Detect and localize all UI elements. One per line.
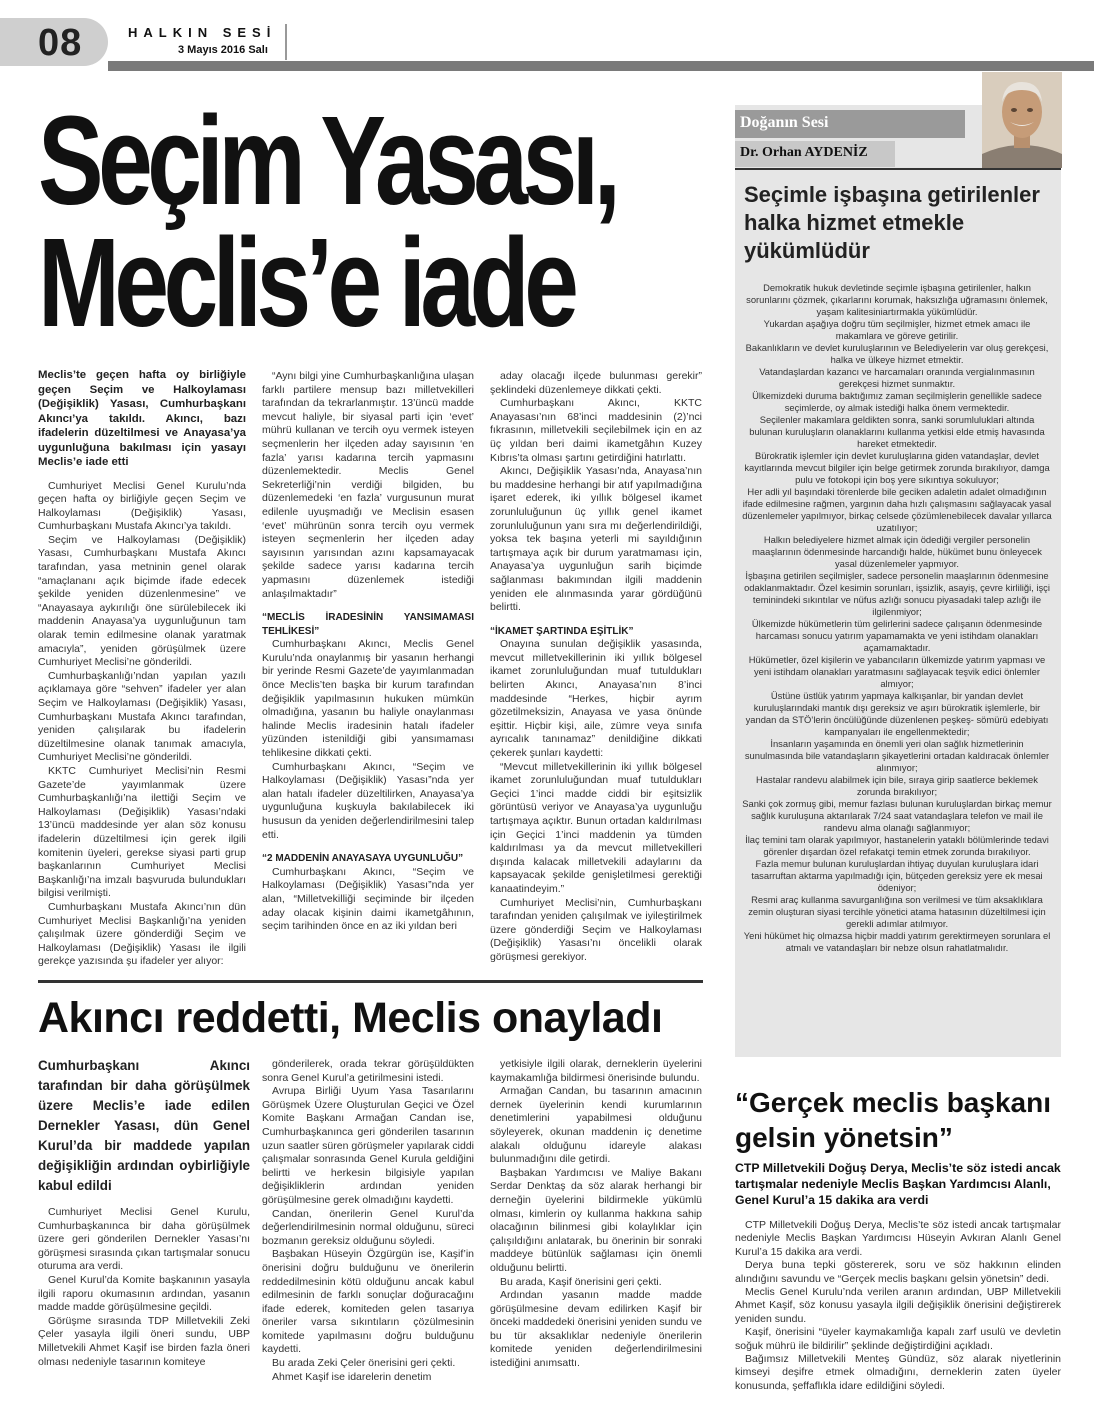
- issue-date: 3 Mayıs 2016 Salı: [178, 44, 268, 56]
- paragraph: Cumhuriyet Meclisi Genel Kurulu’nda geçen hafta oy birliğiyle geçen Seçim ve Halkoylaması (Değişiklik) Yasası, Cumhurbaşkanı Mustafa Akıncı’ya takıldı.: [38, 479, 246, 533]
- paragraph: “Aynı bilgi yine Cumhurbaşkanlığına ulaşan farklı partilere mensup bazı milletvekilleri tarafından da tekrarlanmıştır. 13’üncü madde mevcut haliyle, bir siyasal parti için ‘evet’ mührü kullanan ve tercih oyu vermek isteyen seçmenlerin her ilçeden aday sayısının ‘en fazla’ yarısı kadarına tercih yapmasını düzenlemektedir. Meclis Genel Sekreterliği’nin verdiği bilgiden, bu düzenlemedeki ‘en fazla’ vurgusunun murat edilenle uyuşmadığı ve Meclisin esasen ‘evet’ mührünün sonra tercih oyu vermek isteyen seçmenlerin her ilçeden aday sayısının yarısından azını kapsamayacak şekilde sadece yarısı kadarına tercih yapmasını düzenlemek istediği anlaşılmaktadır”: [262, 370, 474, 600]
- paragraph: CTP Milletvekili Doğuş Derya, Meclis’te söz istedi ancak tartışmalar nedeniyle Meclis Başkan Yardımcısı Hüseyin Avkıran Alanlı Genel Kurul’a 15 dakika ara verdi.: [735, 1219, 1061, 1258]
- paragraph: Yeni hükümet hiç olmazsa hiçbir maddi yatırım gerektirmeyen sorunlara el atmalı ve vatandaşları bir nebze olsun rahatlatmalıdır.: [743, 930, 1051, 953]
- story2-column-1: [38, 1056, 250, 1369]
- paragraph: Cumhurbaşkanı Akıncı, Meclis Genel Kurulu’nda onaylanmış bir yasanın herhangi bir yerinde Resmi Gazete’de yayımlanmadan önce Meclis’ten başka bir kurum tarafından değişiklik yapılmasının hukuken mümkün olmadığına, yasanın bu haliyle onaylanması halinde Meclis iradesinin hatalı ifadeler yüzünden istenildiği gibi yansımaması tehlikesine dikkati çekti.: [262, 638, 474, 760]
- subheading-anayasaya-uygunluk: “2 MADDENİN ANAYASAYA UYGUNLUĞU”: [262, 853, 464, 865]
- paragraph: Görüşme sırasında TDP Milletvekili Zeki Çeler yasayla ilgili öneri sundu, UBP Milletvekili Ahmet Kaşif ise birden fazla öneri olması nedeniyle tasarının komiteye: [38, 1314, 250, 1368]
- paragraph: Bakanlıkların ve devlet kuruluşlarının ve Belediyelerin var oluş gerekçesi, halka ve ülkeye hizmet etmektir.: [745, 342, 1049, 365]
- paragraph: İnsanların yaşamında en önemli yeri olan sağlık hizmetlerinin sunulmasında bile vatandaşların şikayetlerini ortadan kaldıracak önlemler alınmıyor;: [744, 738, 1050, 773]
- paragraph: Ülkemizde hükümetlerin tüm gelirlerini sadece çalışanın ödenmesinde harcaması sonucu yatırım yapamamakta ve yeni istihdam olanakları açamamaktadır.: [751, 618, 1043, 653]
- paragraph: Kaşif, önerisini “üyeler kaymakamlığa kapalı zarf usulü ve devletin soğuk mührü ile bildirilir” şeklinde değiştirdiğini açıkladı.: [735, 1326, 1061, 1352]
- publication-name: HALKIN SESİ: [128, 25, 277, 40]
- story2-lead: Cumhurbaşkanı Akıncı tarafından bir daha görüşülmek üzere Meclis’e iade edilen Dernekler Yasası, dün Genel Kurul’da bir maddede yapılan değişikliğin ardından oybirliğiyle kabul edildi: [38, 1058, 250, 1193]
- header-rule: [108, 61, 1094, 71]
- column-author: Dr. Orhan AYDENİZ: [740, 145, 868, 160]
- paragraph: Üstüne üstlük yatırım yapmaya kalkışanlar, bir yandan devlet kuruluşlarındaki mantık dışı gereksiz ve aşırı bürokratik işlemlerle, bir yandan da STÖ’lerin öncülüğünde düzenlenen peşkeş- sömürü edebiyatı kampanyaları ile engellenmektedir;: [745, 690, 1049, 737]
- paragraph: Resmi araç kullanma savurganlığına son verilmesi ve tüm aksaklıklara zemin oluşturan siyasi tercihle yönetici atama hatasının düzeltilmesi için gerekli adımlar atılmıyor.: [748, 894, 1046, 929]
- paragraph: Fazla memur bulunan kuruluşlardan ihtiyaç duyulan kuruluşlara idari tasarruftan aktarma yapılmadığı için, bütçeden gereksiz yere ek mesai ödeniyor;: [751, 858, 1043, 893]
- paragraph: aday olacağı ilçede bulunması gerekir” şeklindeki düzenlemeye dikkati çekti.: [490, 370, 702, 396]
- paragraph: Akıncı, Değişiklik Yasası’nda, Anayasa’nın bu maddesine herhangi bir atıf yapılmadığına işaret ederek, iki yıllık bölgesel ikamet zorunluluğunun üç yıllık genel ikamet zorunluluğunun yanı sıra mı değerlendirildiği, yoksa tek başına yeterli mi sayıldığının tartışmaya açık bir durum yaratmaması için, Anayasa’ya uygunluğun sarih biçimde sağlanması bakımından ilgili maddenin yeniden ele alınmasında yarar gördüğünü belirtti.: [490, 465, 702, 614]
- paragraph: Ülkemizdeki duruma baktığımız zaman seçilmişlerin genellikle sadece seçimlerde, oy almak istediği halka önem vermektedir.: [752, 390, 1042, 413]
- column-headline: Seçimle işbaşına getirilenler halka hizmet etmekle yükümlüdür: [744, 182, 1040, 263]
- main-headline-line1: Seçim Yasası,: [38, 90, 616, 231]
- paragraph: Bu arada Zeki Çeler önerisini geri çekti.: [272, 1357, 456, 1370]
- main-headline: [38, 90, 616, 353]
- story3-body: [735, 1219, 1061, 1393]
- paragraph: Derya buna tepki göstererek, soru ve söz hakkının elinden alındığını savundu ve “Gerçek meclis başkanı gelsin yönetsin” dedi.: [735, 1259, 1061, 1285]
- paragraph: Bürokratik işlemler için devlet kuruluşlarına giden vatandaşlar, devlet kayıtlarında mevcut bilgiler için belge getirmek zorunda bırakılıyor, damga pulu ve fotokopi için boş yere sıkıntıya sokuluyor;: [744, 450, 1050, 485]
- paragraph: “Mevcut milletvekillerinin iki yıllık bölgesel ikamet zorunluluğundan muaf tutuldukları Geçici 1’inci madde ciddi bir eşitsizlik görüntüsü veriyor ve Anayasa’ya uygunluğu tartışmaya açıktır. Bunun ortadan kaldırılması için Geçici 1’inci maddenin ya tümden kaldırılması ya da mevcut milletvekilleri dışında kalacak milletvekili adaylarını da kapsayacak şekilde genişletilmesi gerektiği kanaatindeyim.”: [490, 760, 702, 895]
- column-body: [742, 282, 1052, 954]
- column-rule: [735, 168, 1061, 170]
- paragraph: Cumhuriyet Meclisi Genel Kurulu, Cumhurbaşkanınca bir daha görüşülmek üzere geri gönderilen Dernekler Yasası’nı görüşmesi sırasında çıkan tartışmalar sonucu oturuma ara verdi.: [38, 1206, 250, 1273]
- story3-lead: CTP Milletvekili Doğuş Derya, Meclis’te söz istedi ancak tartışmalar nedeniyle Meclis Başkan Yardımcısı Alanlı, Genel Kurul’a 15 dakika ara verdi: [735, 1161, 1061, 1207]
- main-story-column-3: [490, 370, 702, 965]
- subheading-meclis-iradesi: “MECLİS İRADESİNİN YANSIMAMASI TEHLİKESİ”: [262, 612, 474, 637]
- paragraph: Hükümetler, özel kişilerin ve yabancıların ülkemizde yatırım yapması ve yeni istihdam olanakları yaratmasını sağlayacak teşvik edici önlemler almıyor;: [748, 654, 1046, 689]
- paragraph: İlaç temini tam olarak yapılmıyor, hastanelerin yataklı bölümlerinde tedavi görenler dışardan özel refakatçi temin etmek zorunda bırakılıyor.: [745, 834, 1049, 857]
- paragraph: Avrupa Birliği Uyum Yasa Tasarılarını Görüşmek Üzere Oluşturulan Geçici ve Özel Komite Başkanı Armağan Candan ise, Cumhurbaşkanınca geri gönderilen tasarının uzun saatler süren görüşmeler yapılarak ciddi çalışmalar sonrasında Genel Kurula geldiğini belirtti ve herkesin bilgisiyle yapılan değişikliklerin ardından yeniden görüşülmesine gerek olmadığını kaydetti.: [262, 1085, 474, 1206]
- paragraph: Her adli yıl başındaki törenlerde bile geciken adaletin adalet olmadığının ifade edilmesine rağmen, yargının daha hızlı çalışmasını sağlayacak yasal düzenlemeler yapılmıyor, birkaç celsede çözümlenebilecek davalar yıllarca uzatılıyor;: [742, 486, 1052, 533]
- paragraph: Ardından yasanın madde madde görüşülmesine devam edilirken Kaşif bir önceki maddedeki önerisini yeniden sundu ve bu tür aksaklıklar nedeniyle önerilerin komitede yeniden değerlendirilmesini istediğini anımsattı.: [490, 1289, 702, 1370]
- subheading-ikamet-sarti: “İKAMET ŞARTINDA EŞİTLİK”: [490, 625, 634, 637]
- paragraph: Armağan Candan, bu tasarının amacının dernek üyelerinin kendi kurumlarının denetimlerini yapabilmesi olduğunu söyleyerek, okunan maddenin iç denetime alakalı olduğunu idareyle alakası bulunmadığını dile getirdi.: [490, 1085, 702, 1166]
- paragraph: Yukardan aşağıya doğru tüm seçilmişler, hizmet etmek amacı ile makamlara ve göreve getirilir.: [763, 318, 1031, 341]
- portrait-photo: [982, 72, 1062, 168]
- paragraph: İşbaşına getirilen seçilmişler, sadece personelin maaşlarının ödenmesine odaklanmaktadır. Özel kesimin sorunları, işsizlik, asayiş, çevre kirliliği, işçi teminindeki sıkıntılar ve nüfus azlığı sonucu piyasadaki talep azlığı ile ilgilenmiyor;: [744, 570, 1050, 617]
- header-divider: [285, 24, 287, 60]
- story2-headline: Akıncı reddetti, Meclis onayladı: [38, 994, 663, 1042]
- paragraph: Cumhurbaşkanı Akıncı, KKTC Anayasası’nın 68’inci maddesinin (2)’nci fıkrasının, milletvekili seçilebilmek için en az üç yıldan beri daimi ikametgâhın Kuzey Kıbrıs’ta olması şartını getirdiğini hatırlattı.: [490, 397, 702, 464]
- column-section-title: Doğanın Sesi: [740, 114, 829, 131]
- paragraph: gönderilerek, orada tekrar görüşüldükten sonra Genel Kurul’a getirilmesini istedi.: [262, 1058, 474, 1084]
- paragraph: Candan, önerilerin Genel Kurul’da değerlendirilmesinin normal olduğunu, süreci bozmanın gereksiz olduğunu söyledi.: [262, 1207, 474, 1247]
- paragraph: Ahmet Kaşif ise idarelerin denetim: [272, 1370, 432, 1383]
- paragraph: Cumhurbaşkanlığı’ndan yapılan yazılı açıklamaya göre “sehven” ifadeler yer alan Seçim ve Halkoylaması (Değişiklik) Yasası, Cumhurbaşkanı Mustafa Akıncı tarafından, yeniden çalışılarak bu ifadelerin düzeltilmesine olanak tanımak amacıyla, Cumhuriyet Meclisi’ne gönderildi.: [38, 669, 246, 764]
- paragraph: Vatandaşlardan kazancı ve harcamaları oranında vergialınmasının gerekçesi hizmet sunmaktır.: [759, 366, 1035, 389]
- main-story-lead: Meclis’te geçen hafta oy birliğiyle geçen Seçim ve Halkoylaması (Değişiklik) Yasası, Cumhurbaşkanı Akıncı’ya takıldı. Akıncı, bazı ifadelerin düzeltilmesi ve Anayasa’ya uygunluğuna bakılması için yasayı Meclis’e iade etti: [38, 369, 246, 468]
- paragraph: Başbakan Yardımcısı ve Maliye Bakanı Serdar Denktaş da söz alarak herhangi bir derneğin üyelerini bildirmekle yükümlü olması, kimlerin oy kullanma hakkına sahip olacağının bilinmesi gibi kolaylıklar için çalışıldığını anlatarak, bu önerinin bir sonraki maddeye bütünlük sağlaması için önemli olduğunu belirtti.: [490, 1166, 702, 1274]
- paragraph: Halkın belediyelere hizmet almak için ödediği vergiler personelin maaşlarının ödenmesinde harcandığı halde, hükümet bunu önleyecek yasal düzenlemeler yapmıyor.: [752, 534, 1042, 569]
- story2-rule: [38, 980, 703, 983]
- story3-headline: “Gerçek meclis başkanı gelsin yönetsin”: [735, 1087, 1051, 1153]
- paragraph: Genel Kurul’da Komite başkanının yasayla ilgili raporu okumasının ardından, yasanın madde madde görüşülmesine geçildi.: [38, 1273, 250, 1314]
- paragraph: KKTC Cumhuriyet Meclisi’nin Resmi Gazete’de yayımlanmak üzere Cumhurbaşkanlığı’na ilettiği Seçim ve Halkoylaması (Değişiklik) Yasası’ndaki 13’üncü maddesinde yer alan söz konusu ifadelerin düzeltilmesi için gerek ilgili komitenin üyeleri, gerekse siyasi parti grup başkanlarının Cumhuriyet Meclisi Başkanlığı’na imzalı başvuruda bulundukları bilgisi verilmişti.: [38, 764, 246, 900]
- paragraph: Bu arada, Kaşif önerisini geri çekti.: [500, 1275, 662, 1288]
- paragraph: Sanki çok zormuş gibi, memur fazlası bulunan kuruluşlardan birkaç memur sağlık kuruluşuna aktarılarak 7/24 saat vatandaşlara telefon ve mail ile randevu alma olanağı sağlanmıyor;: [742, 798, 1052, 833]
- paragraph: yetkisiyle ilgili olarak, derneklerin üyelerini kaymakamlığa bildirmesi önerisinde bulundu.: [490, 1058, 702, 1084]
- main-story-column-2: [262, 370, 474, 934]
- main-headline-line2: Meclis’e iade: [38, 212, 574, 353]
- paragraph: Hastalar randevu alabilmek için bile, sıraya girip saatlerce beklemek zorunda bırakılıyor;: [756, 774, 1038, 797]
- paragraph: Seçilenler makamlara geldikten sonra, sanki sorumluluklari altında bulunan kuruluşların olanaklarını kullanma yetkisi elde etmiş havasında hareket etmektedir.: [749, 414, 1045, 449]
- paragraph: Başbakan Hüseyin Özgürgün ise, Kaşif’in önerisini doğru bulduğunu ve önerilerin reddedilmesinin kötü olduğunu ancak kabul edilmesinin de farklı sonuçlar doğuracağını ifade ederek, komiteden gelen tasarıya öneriler varsa sıkıntıların çözülmesinin komitede yapılmasını doğru bulduğunu kaydetti.: [262, 1248, 474, 1356]
- paragraph: Cumhurbaşkanı Mustafa Akıncı’nın dün Cumhuriyet Meclisi Başkanlığı’na yeniden çalışılmak üzere gönderdiği Seçim ve Halkoylaması (Değişiklik) Yasası ile ilgili gerekçe yazısında şu ifadeler yer alıyor:: [38, 900, 246, 968]
- paragraph: Bağımsız Milletvekili Menteş Gündüz, söz alarak niyetlerinin kimseyi deşifre etmek olmadığını, derneklerin zaten üyeler konusunda, şeffaflıkla idare edildiğini söyledi.: [735, 1353, 1061, 1392]
- paragraph: Meclis Genel Kurulu’nda verilen aranın ardından, UBP Milletvekili Ahmet Kaşif, söz konusu yasayla ilgili değişiklik önerisini değiştirerek yeniden sundu.: [735, 1286, 1061, 1325]
- page-number: 08: [38, 22, 83, 64]
- paragraph: Cumhuriyet Meclisi’nin, Cumhurbaşkanı tarafından yeniden çalışılmak ve iyileştirilmek üzere gönderdiği Seçim ve Halkoylaması (Değişiklik) Yasası’nı öncelikli olarak görüşmesi gerekiyor.: [490, 896, 702, 963]
- story2-column-2: [262, 1058, 474, 1384]
- paragraph: Cumhurbaşkanı Akıncı, “Seçim ve Halkoylaması (Değişiklik) Yasası”nda yer alan hatalı ifadeler düzeltilirken, Anayasa’ya uygunluğuna kuşkuyla bakılabilecek iki hususun da yeniden değerlendirilmesini talep etti.: [262, 760, 474, 841]
- paragraph: Seçim ve Halkoylaması (Değişiklik) Yasası, Cumhurbaşkanı Mustafa Akıncı tarafından, yasa metninin genel olarak “amaçlananı açık biçimde ifade edecek şekilde yeniden düzenlenmesine” ve “Anayasaya aykırılığı öne sürülebilecek iki maddenin Anayasa’ya uygunluğunun tam olarak temin edilmesine olanak yaratmak amacıyla”, yeniden görüşülmek üzere Cumhuriyet Meclisi’ne gönderildi.: [38, 533, 246, 669]
- story2-column-3: [490, 1058, 702, 1371]
- main-story-column-1: [38, 368, 246, 969]
- paragraph: Demokratik hukuk devletinde seçimle işbaşına getirilenler, halkın sorunlarını çözmek, çıkarlarını korumak, haksızlığa uğramasını önlemek, yaşam kalitesiniartırmakla yükümlüdür.: [746, 282, 1048, 317]
- paragraph: Onayına sunulan değişiklik yasasında, mevcut milletvekillerinin iki yıllık bölgesel ikamet zorunluluğundan muaf tutuldukları belirten Akıncı, Anayasa’nın 8’inci maddesinde “Herkes, hiçbir ayrım gözetilmeksizin, Anayasa ve yasa önünde eşittir. Hiçbir kişi, aile, zümre veya sınıfa ayrıcalık tanınamaz” denildiğine dikkati çekerek şunları kaydetti:: [490, 638, 702, 760]
- paragraph: Cumhurbaşkanı Akıncı, “Seçim ve Halkoylaması (Değişiklik) Yasası”nda yer alan, “Milletvekilliği seçiminde bir ilçeden aday olacak kişinin daimi ikametgâhının, seçim tarihinden önce en az iki yıldan beri: [262, 865, 474, 933]
